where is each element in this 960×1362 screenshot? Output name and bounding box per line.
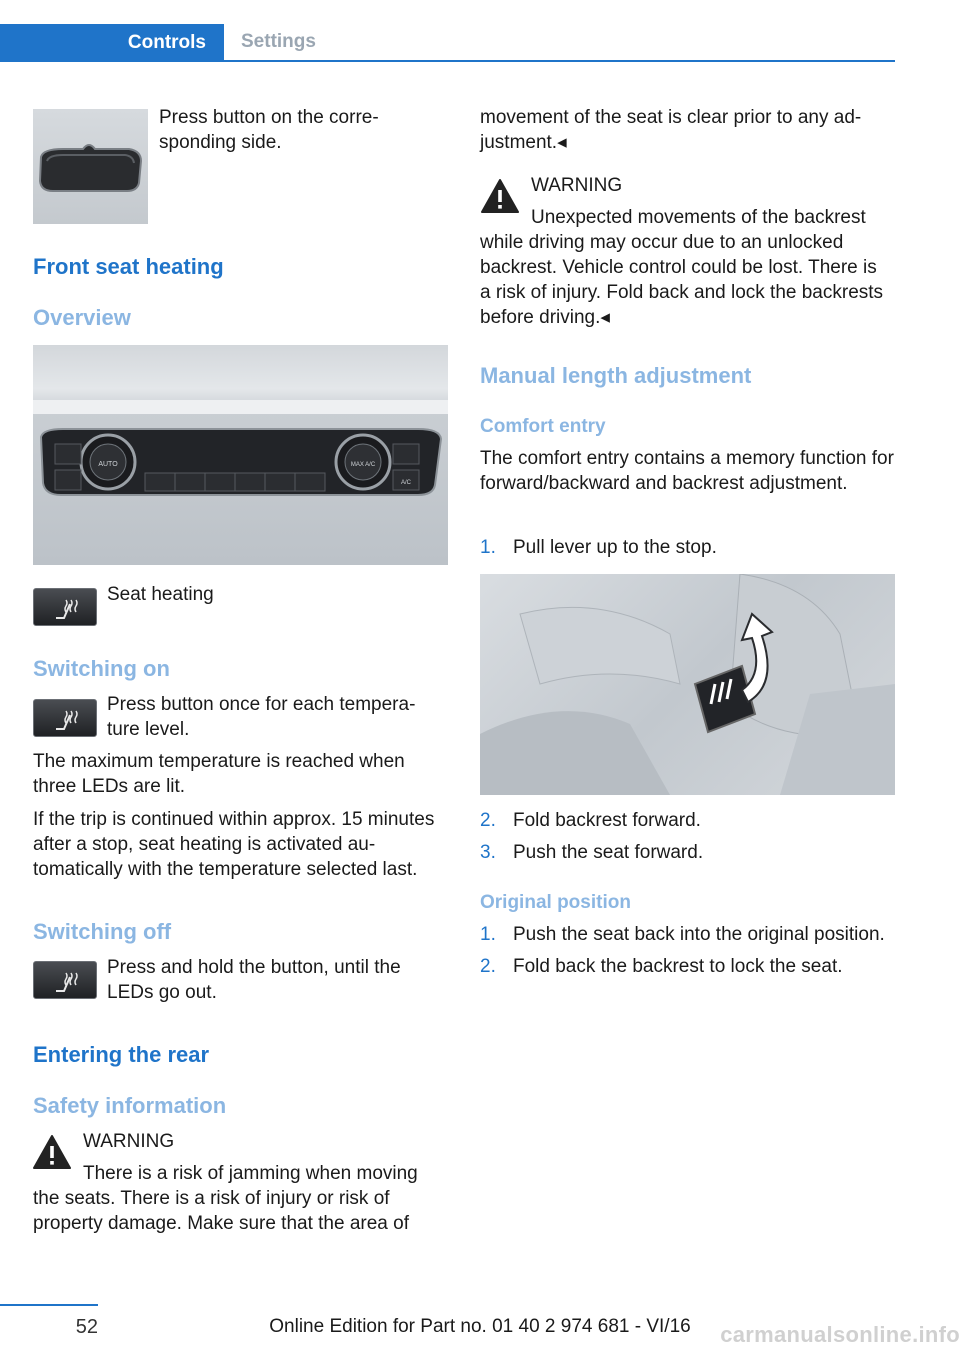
warning-text-left: There is a risk of jamming when moving the seats. There is a risk of injury or risk of property damage. Make sure that the area of [33,1163,418,1234]
seat-heating-button-icon [33,588,97,626]
seat-lever-image [480,574,895,795]
list-item [480,954,894,979]
warning-text-right: Unexpected movements of the backrest while driving may occur due to an unlocked backrest. Vehicle control could be lost. There is a risk of injury. Fold back and lock the backrests before driving.◂ [480,207,884,328]
trip-text: If the trip is continued within approx. 15 minutes after a stop, seat heating is activated automatically with the temperature selected last. [33,809,435,880]
seat-heating-button-icon-on [33,699,97,737]
step-text: Pull lever up to the stop. [513,537,717,558]
step-number: 2. [480,956,496,977]
side-button-image [33,109,148,224]
seat-heat-icon [52,969,80,993]
climate-panel-image [33,345,448,565]
page-number: 52 [75,1316,98,1338]
step-number: 1. [480,537,496,558]
switching-off-text: Press and hold the button, until the LEDs go out. [107,957,401,1003]
heading-comfort-entry: Comfort entry [480,416,606,437]
comfort-entry-text: The comfort entry contains a memory function for forward/backward and backrest adjustment. [480,448,894,494]
step-text: Push the seat back into the original position. [513,924,885,945]
seat-heating-button-icon-off [33,961,97,999]
list-item [480,535,894,560]
heading-overview: Overview [33,305,131,330]
watermark: carmanualsonline.info [720,1322,960,1347]
page-header [0,24,895,62]
switching-on-text: Press button once for each temperature level. [107,694,416,740]
seat-lever-drawing [480,574,895,795]
seat-heat-icon [52,707,80,731]
steps-list-a [480,535,894,560]
heading-switching-off: Switching off [33,919,172,944]
edition-text: Online Edition for Part no. 01 40 2 974 681 - VI/16 [269,1316,691,1337]
warning-label-right: WARNING [531,175,623,196]
step-text: Push the seat forward. [513,842,704,863]
heading-original-position: Original position [480,892,631,913]
step-number: 2. [480,810,496,831]
seat-heating-label: Seat heating [107,584,214,605]
list-item [480,840,894,865]
step-text: Fold backrest forward. [513,810,701,831]
panel-label-max-ac: MAX A/C [350,462,376,468]
continued-text: movement of the seat is clear prior to any adjustment.◂ [480,107,862,153]
panel-label-auto-left: AUTO [98,461,118,468]
steps-list-c [480,922,894,979]
header-rule [0,60,895,62]
heading-switching-on: Switching on [33,656,170,681]
max-temp-text: The maximum temperature is reached when three LEDs are lit. [33,751,405,797]
heading-safety-information: Safety information [33,1093,227,1118]
heading-entering-rear: Entering the rear [33,1042,210,1067]
climate-panel-drawing [33,345,448,565]
step-text: Fold back the backrest to lock the seat. [513,956,843,977]
step-number: 1. [480,924,496,945]
heading-manual-length-adjustment: Manual length adjustment [480,363,752,388]
tab-controls[interactable]: Controls [0,24,224,62]
footer-rule [0,1304,98,1306]
list-item [480,922,894,947]
steps-list-b [480,808,894,865]
panel-label-ac: A/C [400,480,412,486]
warning-label-left: WARNING [83,1131,175,1152]
seat-button-icon [33,109,148,224]
intro-text: Press button on the corresponding side. [159,107,379,153]
list-item [480,808,894,833]
tab-settings[interactable]: Settings [241,31,316,52]
heading-front-seat-heating: Front seat heating [33,254,224,279]
seat-heat-icon [52,596,80,620]
step-number: 3. [480,842,496,863]
